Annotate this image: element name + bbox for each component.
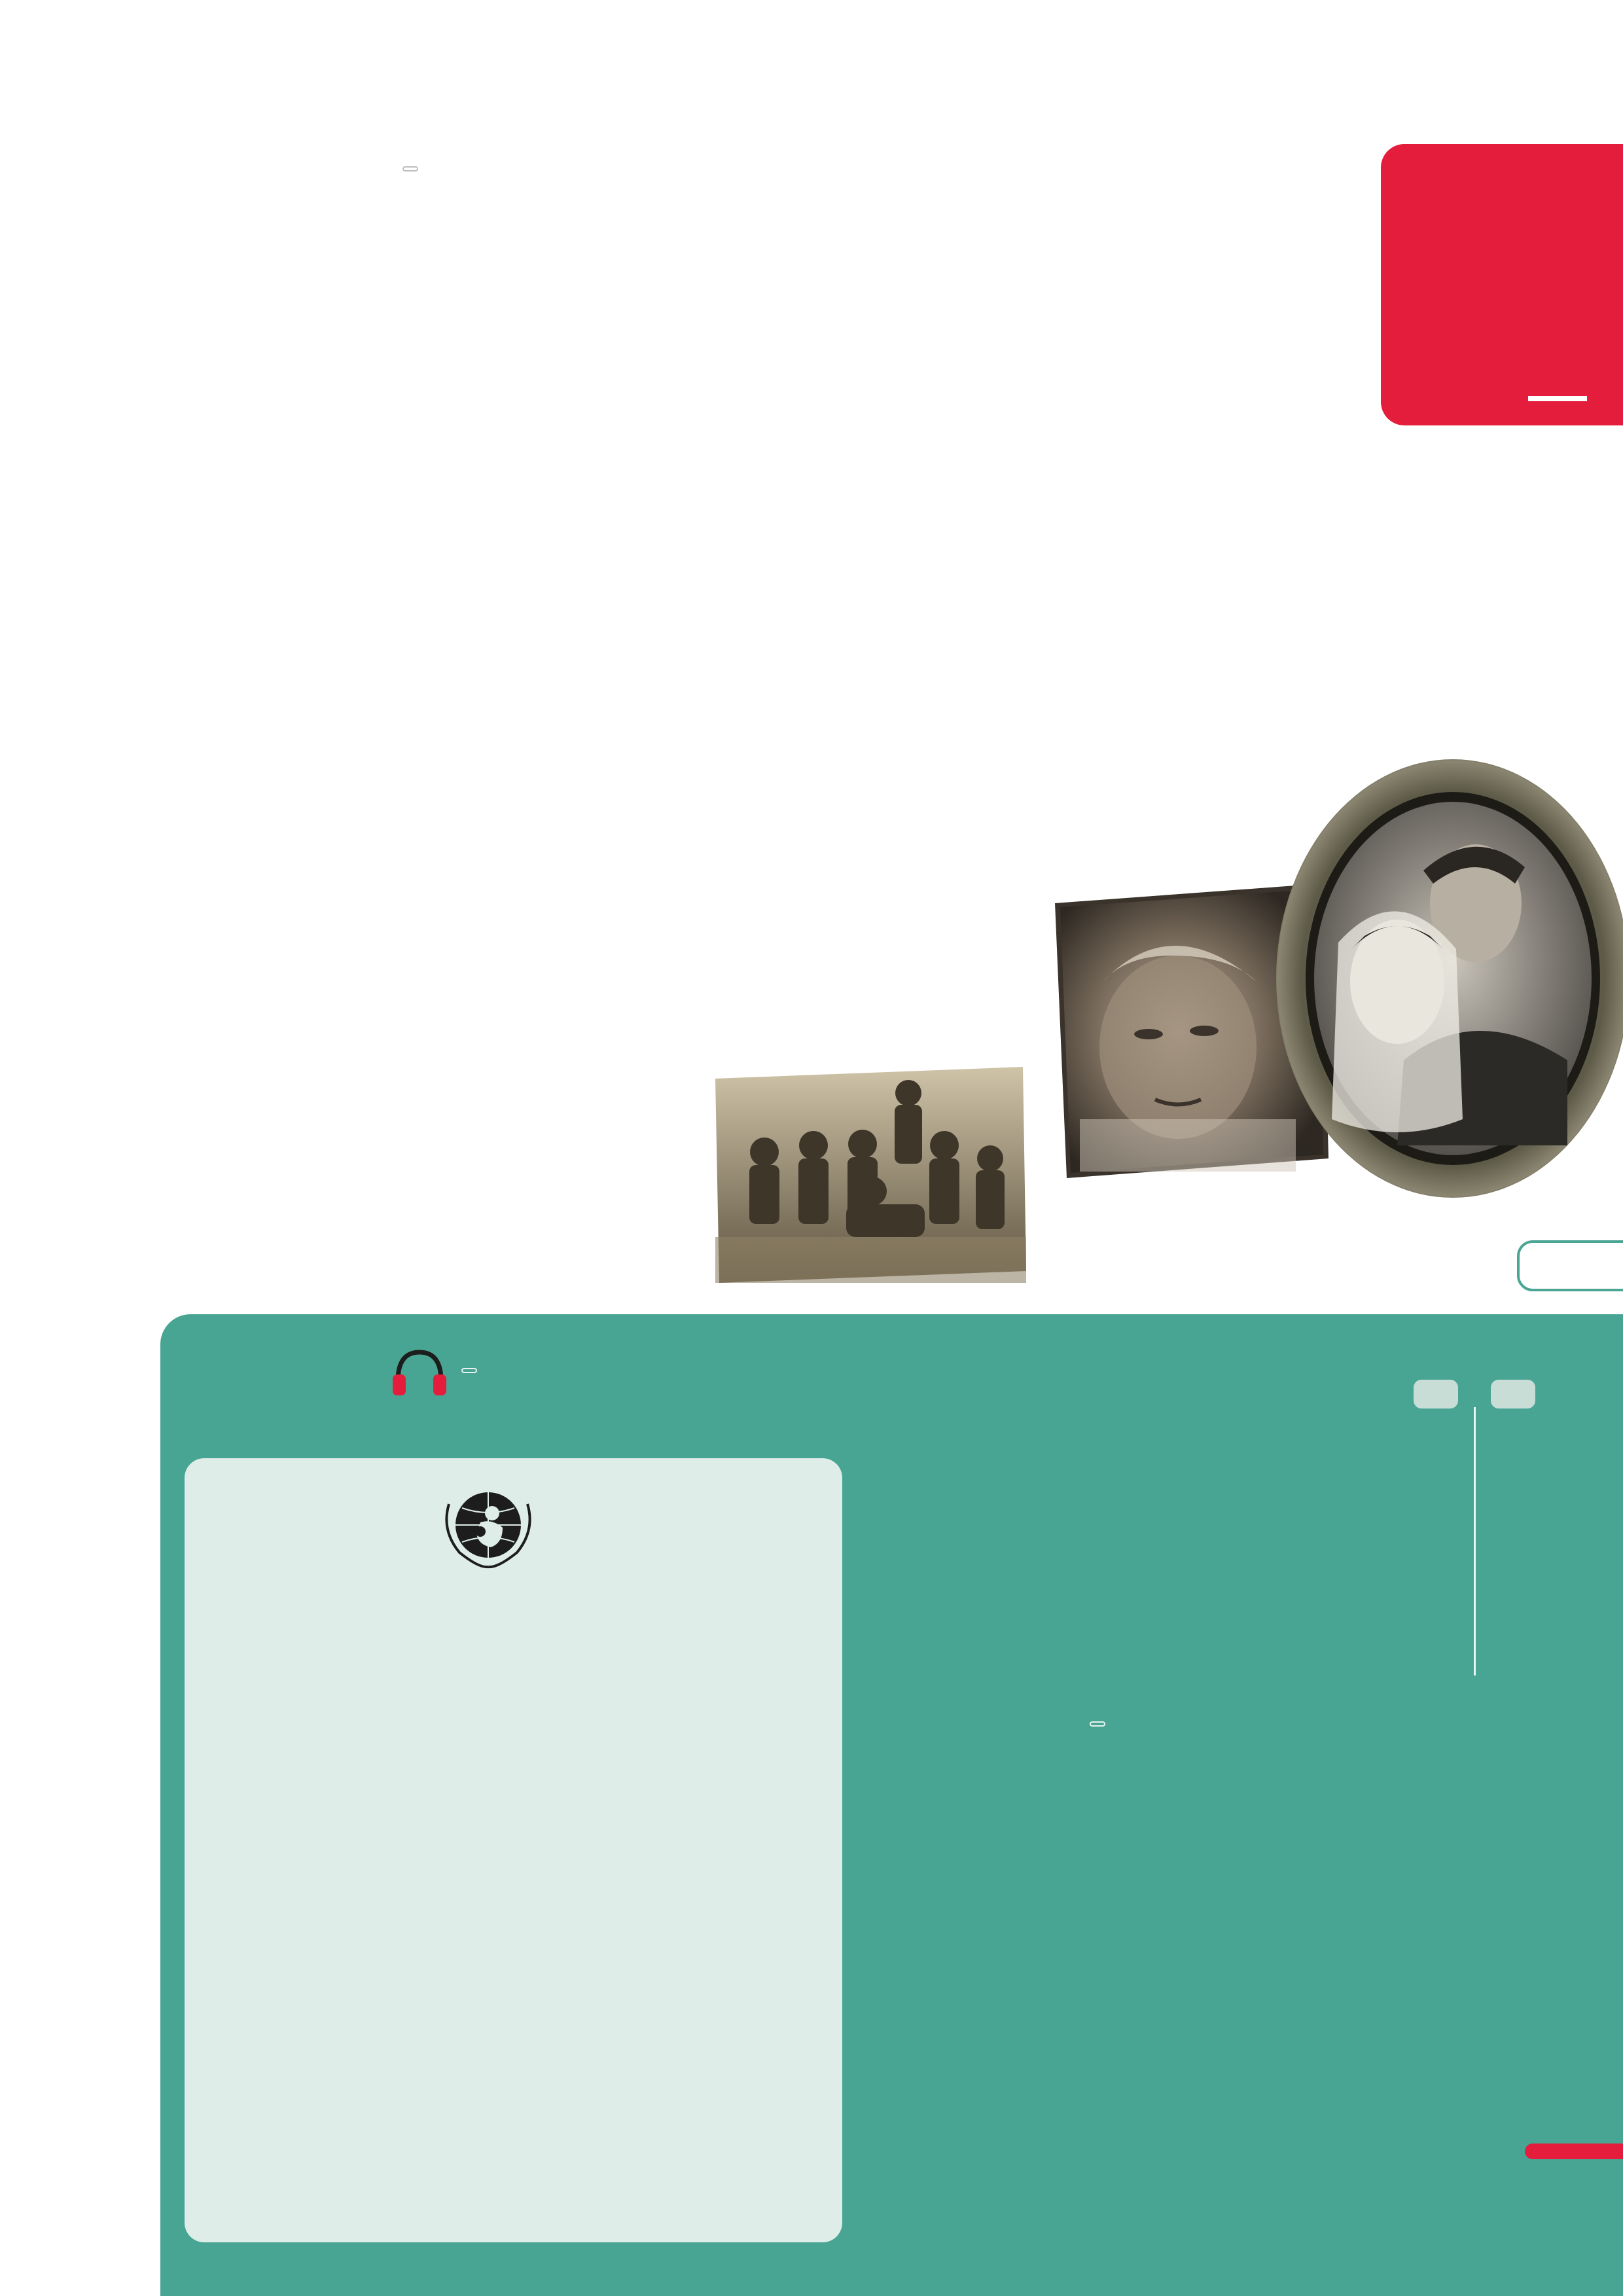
chapter-tab	[1381, 144, 1623, 425]
exercise-code	[402, 166, 418, 171]
chapter-underline	[1528, 396, 1587, 401]
exercise-code	[461, 1368, 477, 1373]
footer-accent-bar	[1525, 2144, 1623, 2159]
photo-wedding-frame	[1266, 753, 1623, 1204]
column-divider	[1474, 1407, 1476, 1676]
review-tab	[1517, 1240, 1623, 1291]
photo-grandchildren	[715, 1067, 1026, 1283]
unicef-article-card	[185, 1458, 842, 2242]
true-column-label	[1414, 1380, 1458, 1408]
false-column-label	[1491, 1380, 1535, 1408]
unicef-emblem-icon	[440, 1484, 537, 1570]
headphones-icon[interactable]	[391, 1347, 448, 1397]
exercise-code	[1090, 1721, 1105, 1727]
